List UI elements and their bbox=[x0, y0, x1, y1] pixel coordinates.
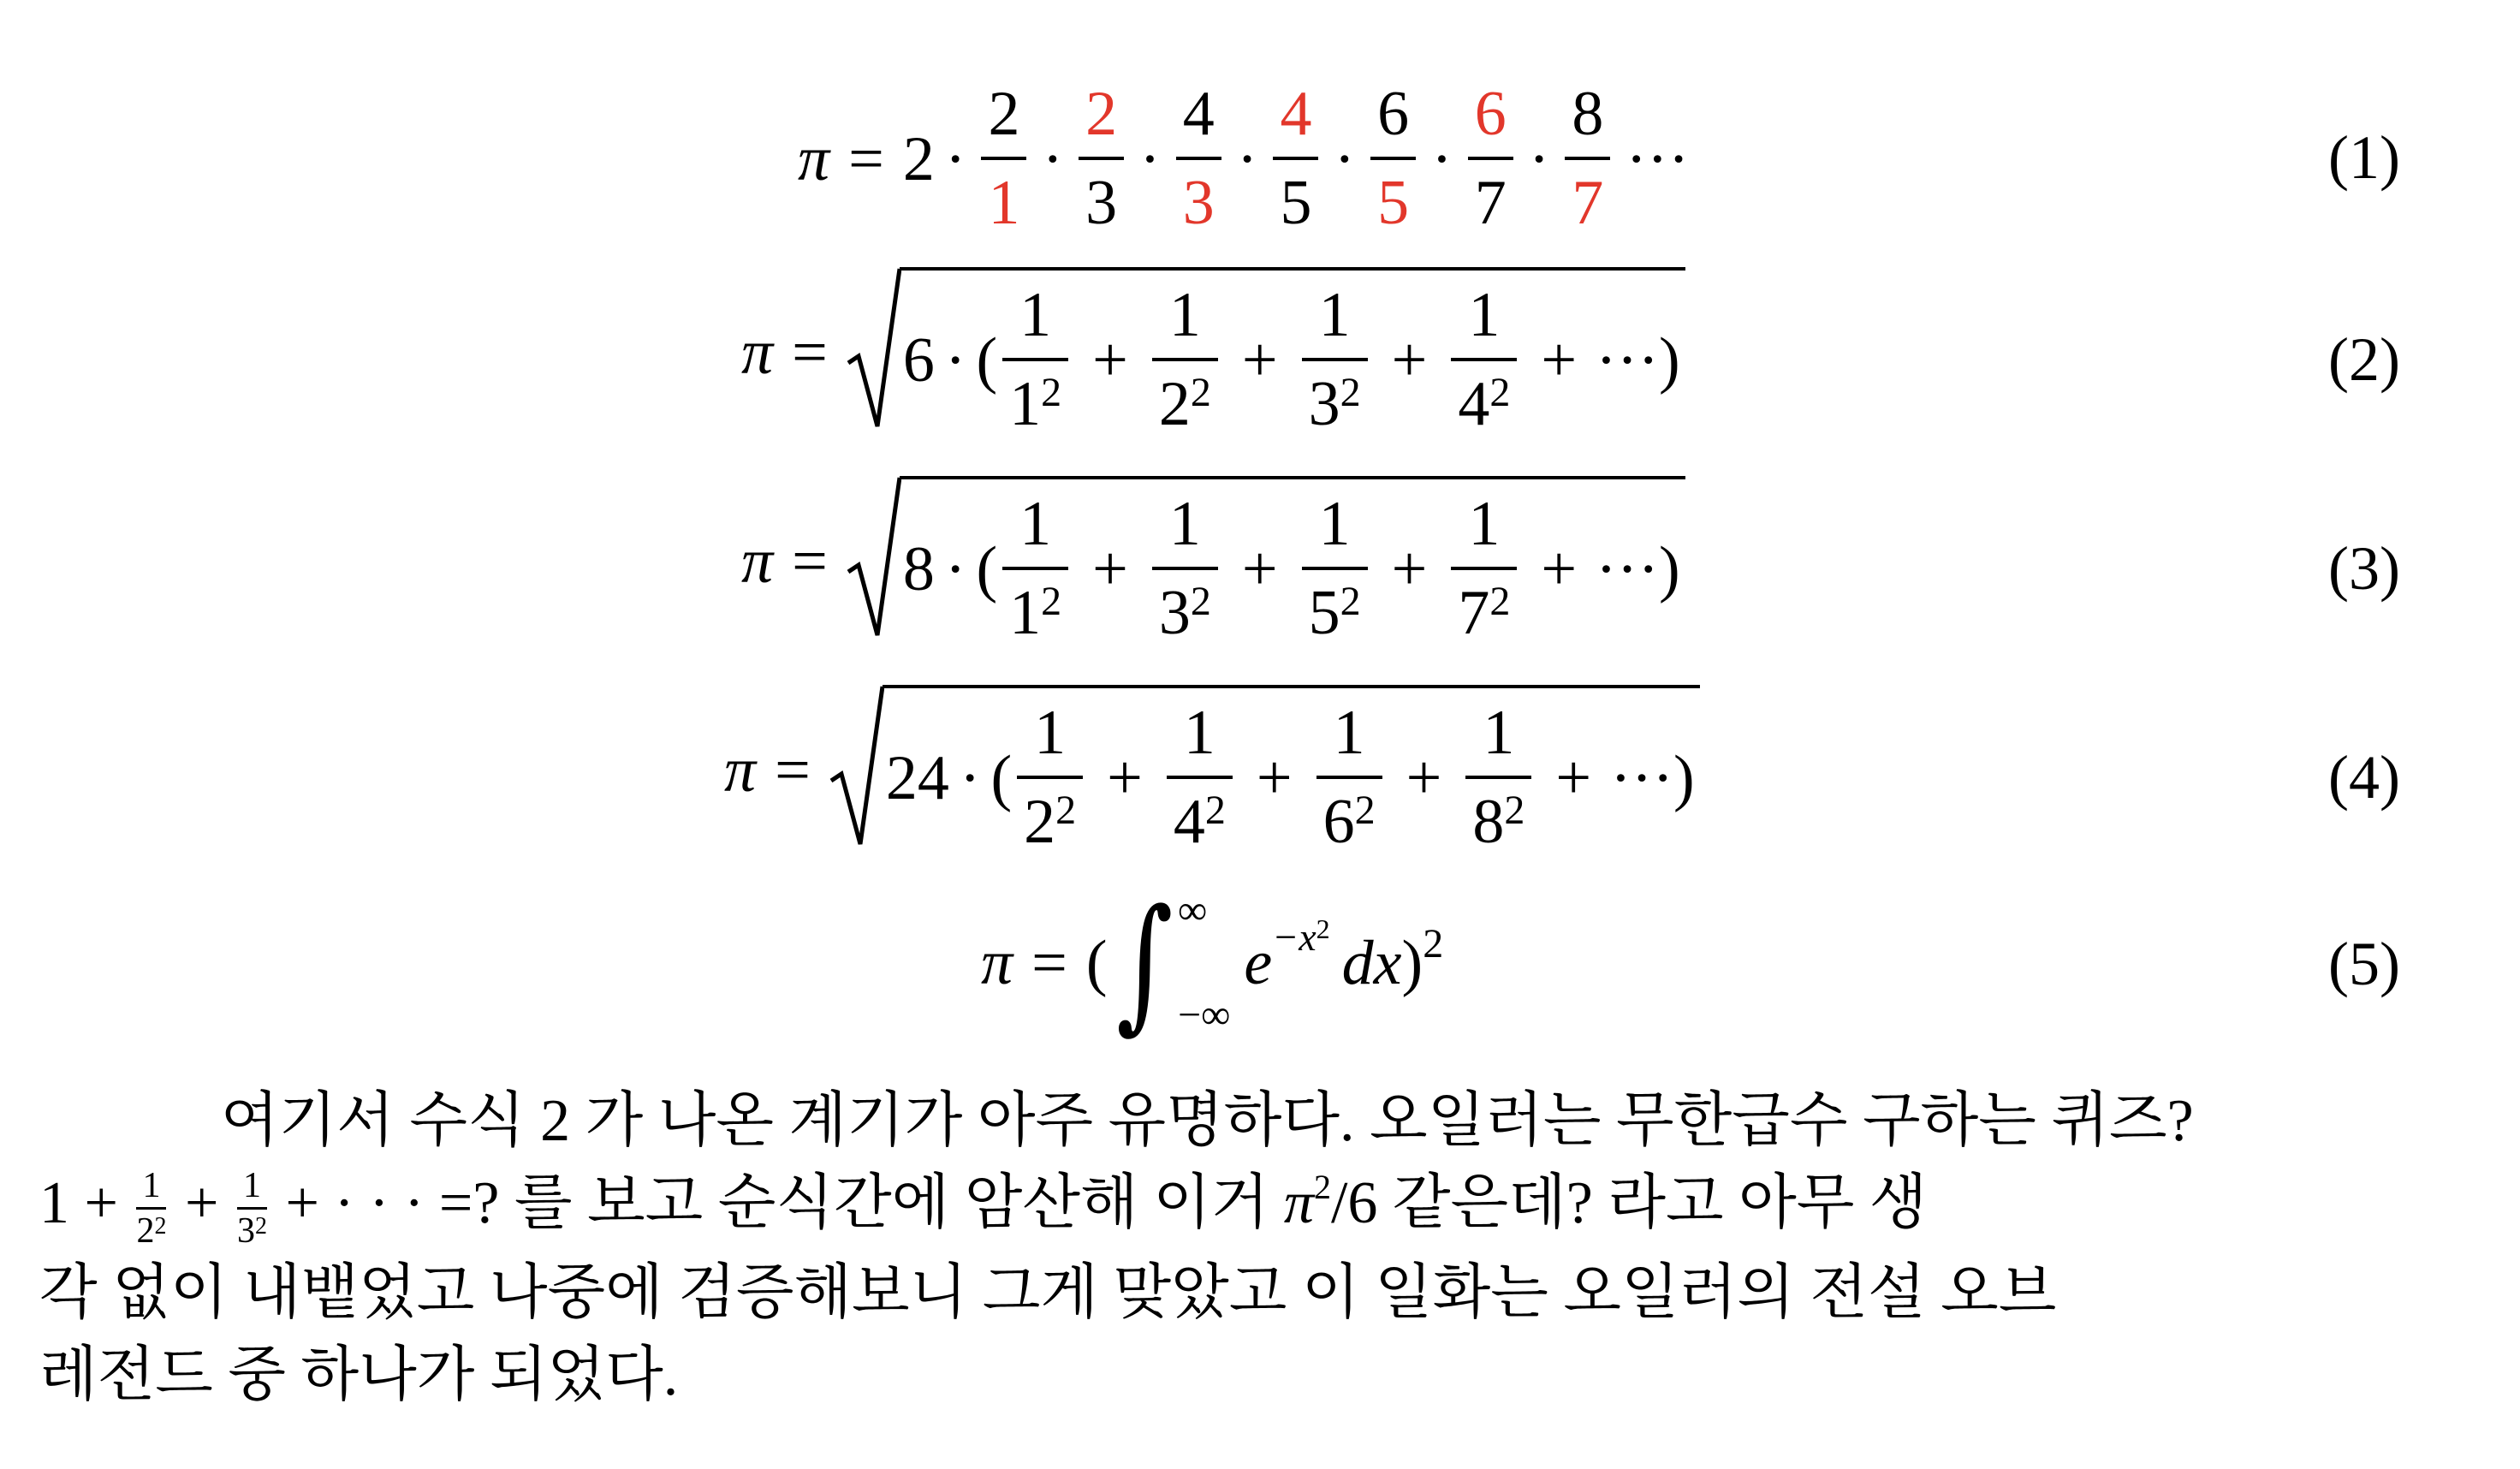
term-denominator: $1^2$ bbox=[1009, 369, 1062, 439]
equation-4 bbox=[0, 685, 2520, 856]
paragraph-line-3: 각 없이 내뱉었고 나중에 검증해보니 그게 맞았고 이 일화는 오일러의 전설 오브 bbox=[39, 1260, 2057, 1326]
lower-limit: −∞ bbox=[1178, 992, 1231, 1038]
fraction-denominator: 5 bbox=[1280, 168, 1312, 238]
term-2 bbox=[1152, 282, 1218, 437]
differential: dx bbox=[1341, 928, 1402, 998]
fraction-denominator: 3 bbox=[1085, 168, 1118, 238]
ellipsis: ··· bbox=[1596, 325, 1659, 396]
term-numerator: 1 bbox=[1168, 489, 1201, 560]
fraction-7 bbox=[1565, 81, 1610, 236]
open-paren: ( bbox=[990, 743, 1013, 813]
fraction-3 bbox=[1176, 81, 1221, 236]
upper-limit: ∞ bbox=[1178, 888, 1208, 933]
plus-sign: + bbox=[1541, 325, 1578, 396]
factor: 8 bbox=[902, 534, 935, 604]
factor: 24 bbox=[885, 743, 949, 813]
radical-sign-icon bbox=[847, 476, 901, 639]
fraction-bar bbox=[1002, 567, 1068, 570]
fraction-2 bbox=[1079, 81, 1124, 236]
fraction-denominator-highlighted: 3 bbox=[1182, 168, 1215, 238]
radicand bbox=[900, 476, 1685, 646]
lead-factor: 2 bbox=[902, 124, 935, 194]
product-dot: · bbox=[1528, 124, 1550, 194]
equation-1-body bbox=[798, 79, 1699, 238]
square-root bbox=[847, 267, 1685, 437]
open-paren: ( bbox=[1085, 928, 1108, 998]
term-4 bbox=[1451, 491, 1517, 646]
product-dot: · bbox=[1042, 124, 1064, 194]
fraction-bar bbox=[1302, 567, 1368, 570]
term-denominator: $2^2$ bbox=[1158, 369, 1211, 439]
plus-sign: + bbox=[1092, 534, 1128, 604]
close-paren: ) bbox=[1659, 534, 1680, 604]
square-root bbox=[847, 476, 1685, 646]
pi-symbol: π bbox=[981, 928, 1013, 998]
equals-sign: = bbox=[792, 526, 828, 597]
term-3 bbox=[1302, 282, 1368, 437]
body-paragraph bbox=[39, 1080, 2404, 1417]
paragraph-line-4: 레전드 중 하나가 되었다. bbox=[39, 1342, 679, 1408]
term-denominator: $3^2$ bbox=[1308, 369, 1361, 439]
plus-sign: + bbox=[1391, 325, 1428, 396]
equation-1 bbox=[0, 79, 2520, 238]
plus-sign: + bbox=[1241, 325, 1278, 396]
fraction-numerator-highlighted: 2 bbox=[1085, 79, 1118, 150]
close-paren: ) bbox=[1659, 325, 1680, 396]
plus-sign: + bbox=[1391, 534, 1428, 604]
fraction-denominator: 7 bbox=[1474, 168, 1507, 238]
term-numerator: 1 bbox=[1333, 698, 1365, 769]
fraction-denominator-highlighted: 1 bbox=[988, 168, 1020, 238]
product-dot: · bbox=[959, 743, 981, 813]
radical-sign-icon bbox=[829, 685, 884, 848]
paragraph-line-1: 여기서 수식 2 가 나온 계기가 아주 유명하다. 오일러는 무한급수 구하는 퀴즈? bbox=[221, 1088, 2194, 1154]
product-dot: · bbox=[944, 124, 966, 194]
term-1 bbox=[1002, 282, 1068, 437]
equation-2-body bbox=[741, 267, 1685, 438]
fraction-numerator: 2 bbox=[988, 79, 1020, 150]
term-numerator: 1 bbox=[1183, 698, 1215, 769]
fraction-bar bbox=[1152, 567, 1218, 570]
ellipsis: ··· bbox=[1610, 743, 1673, 813]
term-denominator: $6^2$ bbox=[1322, 787, 1376, 857]
fraction-bar bbox=[1152, 358, 1218, 361]
fraction-bar bbox=[1302, 358, 1368, 361]
fraction-bar bbox=[1002, 358, 1068, 361]
radical-sign-icon bbox=[847, 267, 901, 430]
fraction-5 bbox=[1370, 81, 1416, 236]
pi-symbol: π bbox=[724, 735, 757, 806]
term-numerator: 1 bbox=[1019, 489, 1052, 560]
equals-sign: = bbox=[848, 124, 884, 194]
square-root bbox=[829, 685, 1700, 855]
product-dot: · bbox=[1431, 124, 1453, 194]
term-2 bbox=[1167, 700, 1233, 855]
term-numerator: 1 bbox=[1034, 698, 1067, 769]
integral-limits bbox=[1178, 890, 1230, 1036]
term-denominator: $4^2$ bbox=[1173, 787, 1226, 857]
term-denominator: $7^2$ bbox=[1458, 578, 1511, 648]
fraction-bar bbox=[1370, 157, 1416, 160]
fraction-bar bbox=[1079, 157, 1124, 160]
fraction-numerator-highlighted: 6 bbox=[1474, 79, 1507, 150]
radicand bbox=[900, 267, 1685, 437]
fraction-bar bbox=[1451, 567, 1517, 570]
plus-sign: + bbox=[1256, 743, 1293, 813]
term-denominator: $8^2$ bbox=[1472, 787, 1525, 857]
exponent: $-x^2$ bbox=[1272, 913, 1330, 959]
equation-5-body bbox=[981, 878, 1444, 1048]
product-dot: · bbox=[944, 534, 966, 604]
plus-sign: + bbox=[1241, 534, 1278, 604]
outer-exponent: 2 bbox=[1423, 921, 1444, 966]
equation-number: (2) bbox=[2328, 325, 2400, 394]
term-4 bbox=[1465, 700, 1531, 855]
pi-symbol: π bbox=[741, 526, 774, 597]
fraction-numerator: 8 bbox=[1572, 79, 1604, 150]
term-denominator: $2^2$ bbox=[1024, 787, 1077, 857]
plus-sign: + bbox=[1555, 743, 1592, 813]
term-4 bbox=[1451, 282, 1517, 437]
fraction-bar bbox=[1451, 358, 1517, 361]
fraction-bar bbox=[1273, 157, 1318, 160]
fraction-bar bbox=[1565, 157, 1610, 160]
open-paren: ( bbox=[976, 325, 998, 396]
term-numerator: 1 bbox=[1468, 280, 1501, 351]
equals-sign: = bbox=[792, 318, 828, 388]
equation-number: (4) bbox=[2328, 743, 2400, 812]
fraction-1 bbox=[981, 81, 1026, 236]
fraction-4 bbox=[1273, 81, 1318, 236]
ellipsis: ··· bbox=[1626, 124, 1690, 194]
term-denominator: $4^2$ bbox=[1458, 369, 1511, 439]
equation-3 bbox=[0, 476, 2520, 647]
term-numerator: 1 bbox=[1483, 698, 1515, 769]
equation-number: (1) bbox=[2328, 123, 2400, 192]
fraction-6 bbox=[1468, 81, 1513, 236]
fraction-bar bbox=[1316, 776, 1382, 779]
term-numerator: 1 bbox=[1019, 280, 1052, 351]
term-denominator: $1^2$ bbox=[1009, 578, 1062, 648]
product-dot: · bbox=[1139, 124, 1161, 194]
fraction-bar bbox=[1465, 776, 1531, 779]
equation-number: (5) bbox=[2328, 930, 2400, 998]
equation-number: (3) bbox=[2328, 534, 2400, 603]
factor: 6 bbox=[902, 325, 935, 396]
plus-sign: + bbox=[1107, 743, 1143, 813]
term-denominator: $5^2$ bbox=[1308, 578, 1361, 648]
term-numerator: 1 bbox=[1168, 280, 1201, 351]
equals-sign: = bbox=[1031, 928, 1067, 998]
product-dot: · bbox=[944, 325, 966, 396]
term-3 bbox=[1316, 700, 1382, 855]
equation-3-body bbox=[741, 476, 1685, 647]
fraction-bar bbox=[1167, 776, 1233, 779]
close-paren: ) bbox=[1673, 743, 1695, 813]
fraction-bar bbox=[981, 157, 1026, 160]
fraction-denominator-highlighted: 7 bbox=[1572, 168, 1604, 238]
inline-fraction: $\frac{1}{3^2}$ bbox=[236, 1166, 267, 1252]
term-numerator: 1 bbox=[1468, 489, 1501, 560]
term-3 bbox=[1302, 491, 1368, 646]
exponential-base: e bbox=[1244, 928, 1273, 998]
equation-4-body bbox=[724, 685, 1700, 856]
product-dot: · bbox=[1334, 124, 1356, 194]
close-paren: ) bbox=[1401, 928, 1423, 998]
integral-sign-icon: ∫ bbox=[1116, 878, 1174, 1048]
fraction-bar bbox=[1176, 157, 1221, 160]
plus-sign: + bbox=[1541, 534, 1578, 604]
open-paren: ( bbox=[976, 534, 998, 604]
term-1 bbox=[1002, 491, 1068, 646]
equation-5 bbox=[0, 878, 2520, 1048]
integral bbox=[1107, 878, 1244, 1048]
plus-sign: + bbox=[1406, 743, 1442, 813]
fraction-numerator: 6 bbox=[1377, 79, 1410, 150]
ellipsis: ··· bbox=[1596, 534, 1659, 604]
term-1 bbox=[1017, 700, 1083, 855]
radicand bbox=[883, 685, 1700, 855]
equation-2 bbox=[0, 267, 2520, 438]
term-2 bbox=[1152, 491, 1218, 646]
inline-fraction: $\frac{1}{2^2}$ bbox=[136, 1166, 167, 1252]
fraction-bar bbox=[1017, 776, 1083, 779]
term-denominator: $3^2$ bbox=[1158, 578, 1211, 648]
fraction-numerator: 4 bbox=[1182, 79, 1215, 150]
equals-sign: = bbox=[775, 735, 811, 806]
pi-symbol: π bbox=[741, 318, 774, 388]
term-numerator: 1 bbox=[1318, 489, 1351, 560]
fraction-numerator-highlighted: 4 bbox=[1280, 79, 1312, 150]
fraction-bar bbox=[1468, 157, 1513, 160]
term-numerator: 1 bbox=[1318, 280, 1351, 351]
product-dot: · bbox=[1236, 124, 1258, 194]
plus-sign: + bbox=[1092, 325, 1128, 396]
fraction-denominator-highlighted: 5 bbox=[1377, 168, 1410, 238]
paragraph-line-2: 1 + $\frac{1}{2^2}$ + $\frac{1}{3^2}$ + · · · =? 를 보고 순식간에 암산해 이거 $\pi^2/6$ 같은데? 라고 아무 생 bbox=[39, 1166, 1928, 1252]
pi-symbol: π bbox=[798, 124, 830, 194]
